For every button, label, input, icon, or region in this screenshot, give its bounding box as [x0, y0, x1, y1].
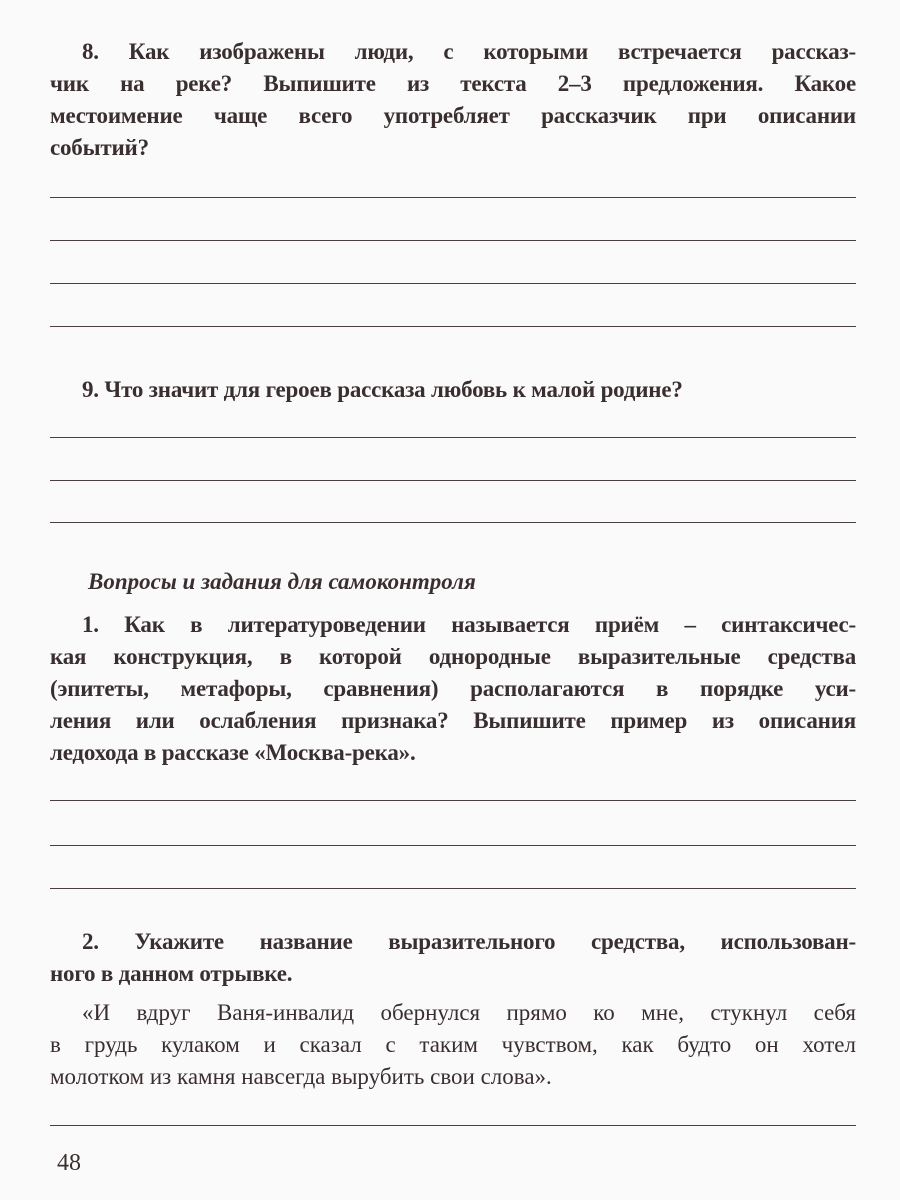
question-text-line: 8. Как изображены люди, с которыми встречается рассказ-	[82, 39, 856, 64]
question-text-line: (эпитеты, метафоры, сравнения) располагаются в порядке уси-	[50, 676, 856, 701]
answer-line[interactable]	[50, 1125, 856, 1126]
answer-line[interactable]	[50, 480, 856, 481]
answer-line[interactable]	[50, 240, 856, 241]
answer-line[interactable]	[50, 888, 856, 889]
question-text-line: событий?	[50, 135, 149, 160]
answer-line[interactable]	[50, 845, 856, 846]
question-text-line: 1. Как в литературоведении называется приём – синтаксичес-	[82, 612, 856, 637]
question-text-line: чик на реке? Выпишите из текста 2–3 предложения. Какое	[50, 71, 856, 96]
question-text-line: ления или ослабления признака? Выпишите пример из описания	[50, 708, 856, 733]
answer-line[interactable]	[50, 800, 856, 801]
question-text-line: ледохода в рассказе «Москва-река».	[50, 740, 416, 765]
answer-line[interactable]	[50, 197, 856, 198]
quote-line: «И вдруг Ваня-инвалид обернулся прямо ко мне, стукнул себя	[82, 1000, 856, 1025]
question-text-line: кая конструкция, в которой однородные выразительные средства	[50, 644, 856, 669]
question-text-line: местоимение чаще всего употребляет рассказчик при описании	[50, 103, 856, 128]
question-9: 9. Что значит для героев рассказа любовь к малой родине?	[82, 377, 683, 402]
answer-line[interactable]	[50, 522, 856, 523]
answer-line[interactable]	[50, 283, 856, 284]
page-number: 48	[57, 1150, 81, 1176]
quote-line: в грудь кулаком и сказал с таким чувством, как будто он хотел	[50, 1032, 856, 1057]
question-text-line: ного в данном отрывке.	[50, 961, 293, 986]
quote-line: молотком из камня навсегда вырубить свои слова».	[50, 1064, 552, 1089]
answer-line[interactable]	[50, 437, 856, 438]
answer-line[interactable]	[50, 326, 856, 327]
question-text-line: 2. Укажите название выразительного средства, использован-	[82, 929, 856, 954]
section-heading: Вопросы и задания для самоконтроля	[88, 569, 476, 594]
